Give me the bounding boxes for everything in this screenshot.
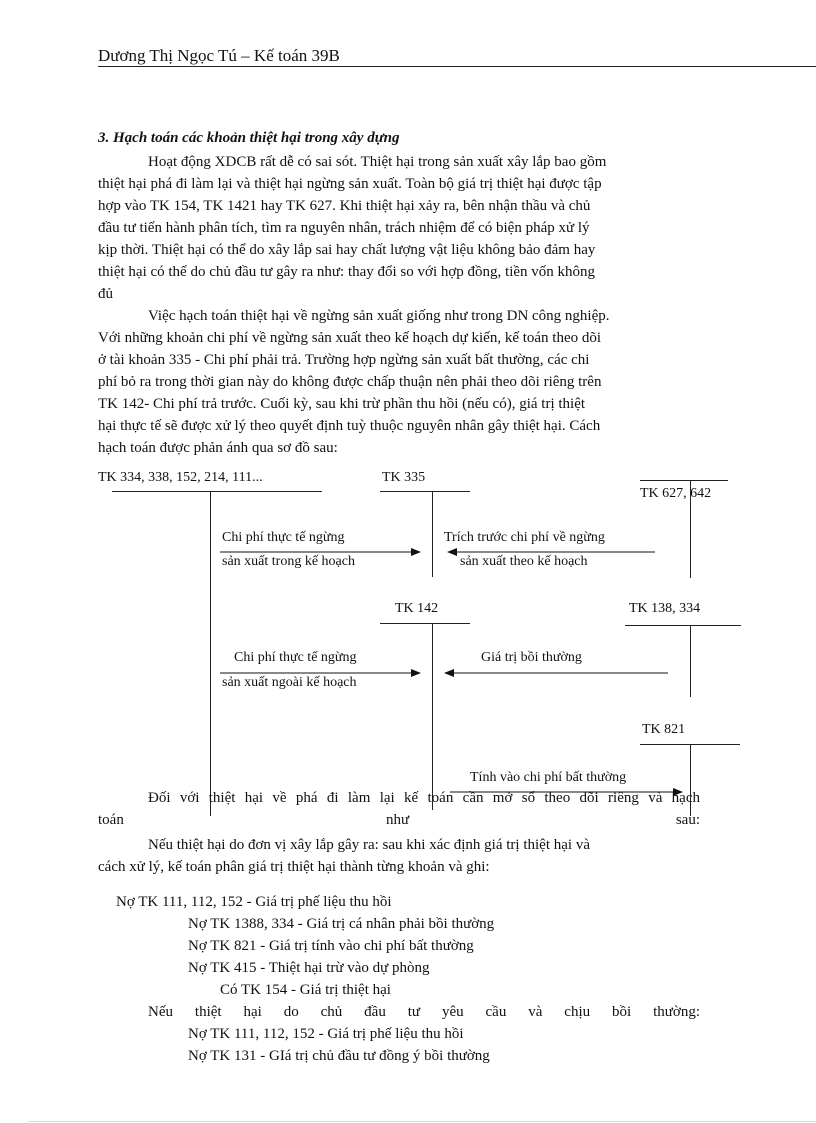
- text-line: Đối với thiệt hại về phá đi làm lại kế toán cần mở sổ theo dõi riêng và hạch: [148, 790, 700, 806]
- journal-entry: Nợ TK 111, 112, 152 - Giá trị phế liệu thu hồi: [116, 894, 392, 910]
- account-label: TK 334, 338, 152, 214, 111...: [98, 470, 263, 485]
- arrow-label: sản xuất ngoài kế hoạch: [222, 675, 357, 690]
- paragraph-4: [98, 834, 700, 878]
- text-line: Hoạt động XDCB rất dễ có sai sót. Thiệt hại trong sản xuất xây lắp bao gồm: [148, 154, 607, 170]
- text-line: hạch toán được phản ánh qua sơ đồ sau:: [98, 440, 338, 456]
- arrow-label: Giá trị bồi thường: [481, 650, 582, 665]
- text-line: TK 142- Chi phí trả trước. Cuối kỳ, sau khi trừ phần thu hồi (nếu có), giá trị thiệt: [98, 396, 586, 412]
- account-label: TK 821: [642, 722, 686, 737]
- text-line: cách xử lý, kế toán phân giá trị thiệt hại thành từng khoản và ghi:: [98, 859, 490, 875]
- journal-entry: Nợ TK 821 - Giá trị tính vào chi phí bất thường: [188, 938, 474, 954]
- arrow-label: sản xuất trong kế hoạch: [222, 554, 355, 569]
- arrow-label: Chi phí thực tế ngừng: [222, 530, 345, 545]
- text-line: đủ: [98, 286, 113, 302]
- paragraph-3-line-2: [98, 812, 700, 834]
- text-line: hại thực tế sẽ được xử lý theo quyết định tuỳ thuộc nguyên nhân gây thiệt hại. Cách: [98, 418, 601, 434]
- journal-entry: Có TK 154 - Giá trị thiệt hại: [220, 982, 391, 998]
- text-line: ở tài khoản 335 - Chi phí phải trả. Trường hợp ngừng sản xuất bất thường, các chi: [98, 352, 590, 368]
- text-line: thiệt hại phá đi làm lại và thiệt hại ngừng sản xuất. Toàn bộ giá trị thiệt hại được tập: [98, 176, 602, 192]
- journal-entry: Nợ TK 415 - Thiệt hại trừ vào dự phòng: [188, 960, 430, 976]
- account-label: TK 627, 642: [640, 486, 712, 501]
- arrow-label: Chi phí thực tế ngừng: [234, 650, 357, 665]
- account-label: TK 335: [382, 470, 426, 485]
- text-word: như: [386, 812, 410, 828]
- arrow-label: Trích trước chi phí về ngừng: [444, 530, 605, 545]
- paragraph-3-line-1: [148, 790, 700, 807]
- text-word: sau:: [675, 812, 700, 828]
- page-header-title: Dương Thị Ngọc Tú – Kế toán 39B: [98, 46, 340, 65]
- text-line: Nếu thiệt hại do chủ đầu tư yêu cầu và chịu bồi thường:: [148, 1004, 700, 1020]
- text-line: hợp vào TK 154, TK 1421 hay TK 627. Khi thiệt hại xảy ra, bên nhận thầu và chủ: [98, 198, 591, 214]
- text-line: đầu tư tiến hành phân tích, tìm ra nguyên nhân, trách nhiệm để có biện pháp xử lý: [98, 220, 590, 236]
- journal-entry: Nợ TK 131 - GIá trị chủ đầu tư đồng ý bồi thường: [188, 1048, 490, 1064]
- account-label: TK 142: [395, 601, 439, 616]
- journal-entry: Nợ TK 1388, 334 - Giá trị cá nhân phải bồi thường: [188, 916, 495, 932]
- text-line: Với những khoản chi phí về ngừng sản xuất theo kế hoạch dự kiến, kế toán theo dõi: [98, 330, 602, 346]
- journal-entry: [148, 1004, 700, 1021]
- arrow-label: sản xuất theo kế hoạch: [460, 554, 588, 569]
- section-title: 3. Hạch toán các khoản thiệt hại trong xây dựng: [98, 130, 400, 146]
- text-word: toán: [98, 812, 124, 828]
- text-line: thiệt hại có thể do chủ đầu tư gây ra như: thay đổi so với hợp đồng, tiền vốn không: [98, 264, 596, 280]
- footer-rule: [28, 1121, 816, 1122]
- text-line: Nếu thiệt hại do đơn vị xây lắp gây ra: sau khi xác định giá trị thiệt hại và: [148, 837, 590, 853]
- journal-entry: Nợ TK 111, 112, 152 - Giá trị phế liệu thu hồi: [188, 1026, 464, 1042]
- text-line: phí bỏ ra trong thời gian này do không được chấp thuận nên phải theo dõi riêng trên: [98, 374, 602, 390]
- arrow-label: Tính vào chi phí bất thường: [470, 770, 627, 785]
- text-line: kịp thời. Thiệt hại có thể do xây lắp sai hay chất lượng vật liệu không bảo đảm hay: [98, 242, 596, 258]
- text-line: Việc hạch toán thiệt hại về ngừng sản xuất giống như trong DN công nghiệp.: [148, 308, 610, 324]
- account-label: TK 138, 334: [629, 601, 701, 616]
